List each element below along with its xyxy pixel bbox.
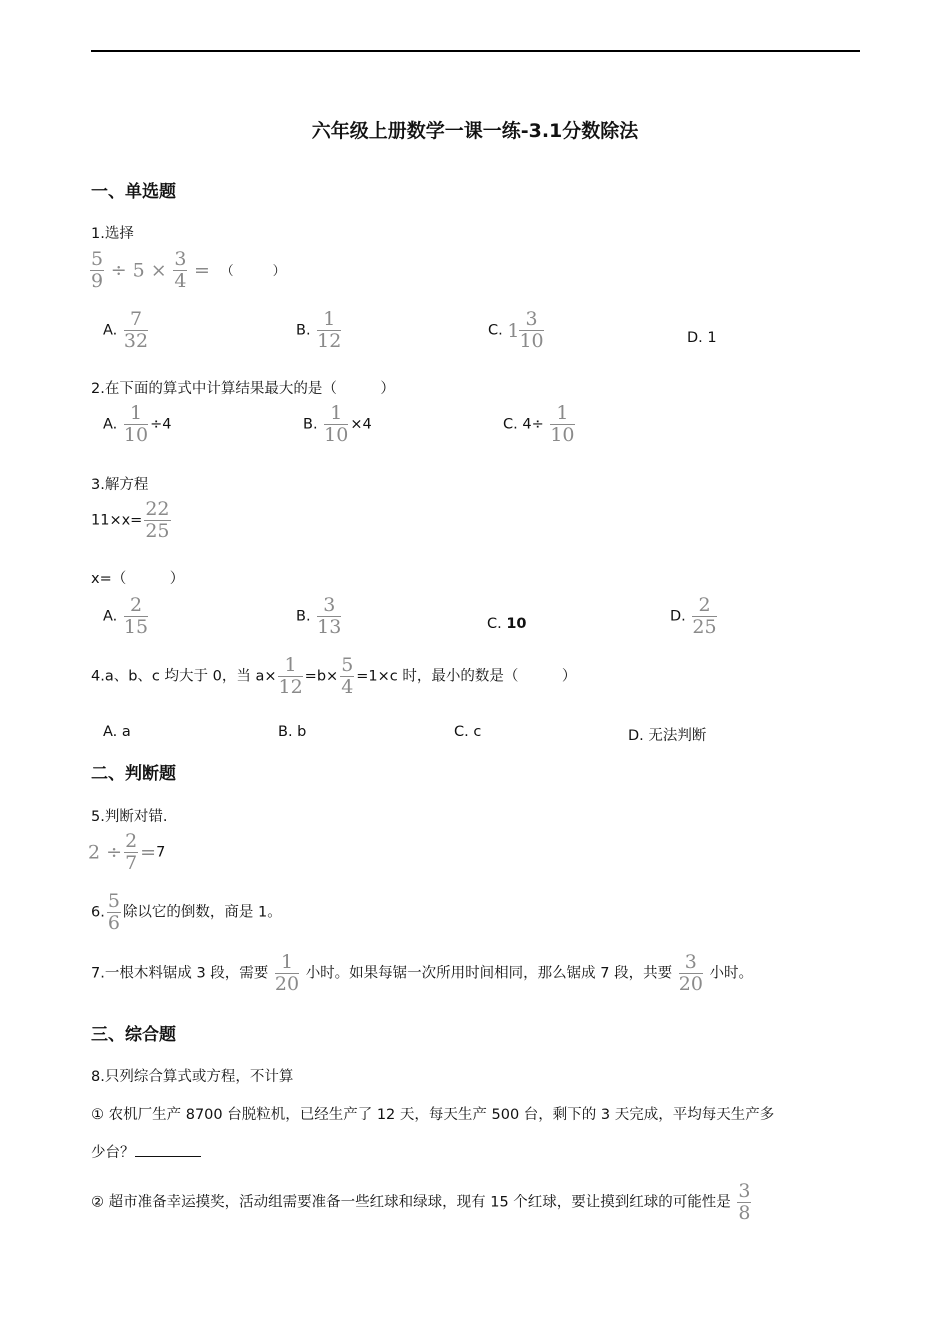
fraction: $\frac{2}{15}$: [123, 594, 149, 638]
fraction: $\frac{1}{12}$: [317, 308, 342, 352]
option-2b[interactable]: B. $\frac{1}{10}$ ×4: [303, 402, 372, 446]
option-4a[interactable]: A. a: [103, 724, 131, 740]
question-5-label: 5.判断对错.: [91, 809, 168, 825]
question-3-equation: 11×x= $\frac{22}{25}$: [91, 498, 170, 542]
option-2a[interactable]: A. $\frac{1}{10}$ ÷4: [103, 402, 172, 446]
header-rule: [91, 50, 860, 52]
question-4-text: 4.a、b、c 均大于 0，当 a× $\frac{1}{12}$ =b× $\frac{5}{4}$ =1×c 时，最小的数是（ ）: [91, 654, 577, 698]
section-heading-comprehensive: 三、综合题: [91, 1025, 176, 1045]
fraction: $\frac{2}{7}$: [125, 830, 138, 874]
question-8-item-1-line-2: 少台？: [91, 1141, 201, 1162]
question-3-label: 3.解方程: [91, 477, 149, 493]
section-heading-single-choice: 一、单选题: [91, 182, 176, 202]
option-3b[interactable]: B. $\frac{3}{13}$: [296, 594, 342, 638]
option-3d[interactable]: D. $\frac{2}{25}$: [670, 594, 717, 638]
option-2c[interactable]: C. 4÷ $\frac{1}{10}$: [503, 402, 575, 446]
fraction: $\frac{1}{10}$: [123, 402, 149, 446]
fraction: $\frac{3}{10}$: [519, 308, 544, 352]
question-1-label: 1.选择: [91, 226, 134, 242]
option-1d[interactable]: D. 1: [687, 330, 717, 346]
fraction: $\frac{3}{20}$: [678, 951, 703, 995]
question-3-answer-line: x=（ ）: [91, 571, 185, 587]
option-1a[interactable]: A. $\frac{7}{32}$: [103, 308, 149, 352]
fraction: $\frac{1}{10}$: [324, 402, 349, 446]
question-8-item-2-line-1: ② 超市准备幸运摸奖，活动组需要准备一些红球和绿球，现有 15 个红球，要让摸到红球的可能性是 $\frac{3}{8}$: [91, 1180, 751, 1224]
option-4d[interactable]: D. 无法判断: [628, 728, 707, 744]
question-6-text: 6. $\frac{5}{6}$ 除以它的倒数，商是 1。: [91, 890, 282, 934]
option-4c[interactable]: C. c: [454, 724, 482, 740]
fraction: $\frac{5}{9}$: [91, 248, 104, 292]
fraction: $\frac{3}{8}$: [738, 1180, 751, 1224]
question-8-item-1-line-1: ① 农机厂生产 8700 台脱粒机，已经生产了 12 天，每天生产 500 台，剩下的 3 天完成，平均每天生产多: [91, 1107, 775, 1123]
section-heading-true-false: 二、判断题: [91, 764, 176, 784]
answer-blank[interactable]: [135, 1144, 201, 1157]
question-1-expression: $\frac{5}{9}$ ÷ 5 × $\frac{3}{4}$ = （ ）: [91, 248, 286, 292]
question-8-label: 8.只列综合算式或方程，不计算: [91, 1069, 294, 1085]
fraction: $\frac{5}{6}$: [107, 890, 120, 934]
fraction: $\frac{2}{25}$: [692, 594, 717, 638]
question-5-expression: 2 ÷ $\frac{2}{7}$ =7: [88, 830, 166, 874]
fraction: $\frac{3}{13}$: [317, 594, 342, 638]
option-1b[interactable]: B. $\frac{1}{12}$: [296, 308, 342, 352]
fraction: $\frac{1}{20}$: [274, 951, 300, 995]
option-1c[interactable]: C. 1 $\frac{3}{10}$: [488, 308, 544, 352]
question-7-text: 7.一根木料锯成 3 段，需要 $\frac{1}{20}$ 小时。如果每锯一次所用时间相同，那么锯成 7 段，共要 $\frac{3}{20}$ 小时。: [91, 951, 754, 995]
fraction: $\frac{1}{12}$: [278, 654, 303, 698]
fraction: $\frac{5}{4}$: [341, 654, 354, 698]
fraction: $\frac{1}{10}$: [550, 402, 575, 446]
option-3a[interactable]: A. $\frac{2}{15}$: [103, 594, 149, 638]
fraction: $\frac{3}{4}$: [174, 248, 187, 292]
fraction: $\frac{7}{32}$: [123, 308, 149, 352]
document-title: 六年级上册数学一课一练-3.1分数除法: [311, 120, 639, 142]
fraction: $\frac{22}{25}$: [145, 498, 170, 542]
option-4b[interactable]: B. b: [278, 724, 307, 740]
question-2-label: 2.在下面的算式中计算结果最大的是（ ）: [91, 381, 395, 397]
option-3c[interactable]: C. 10: [487, 616, 527, 632]
